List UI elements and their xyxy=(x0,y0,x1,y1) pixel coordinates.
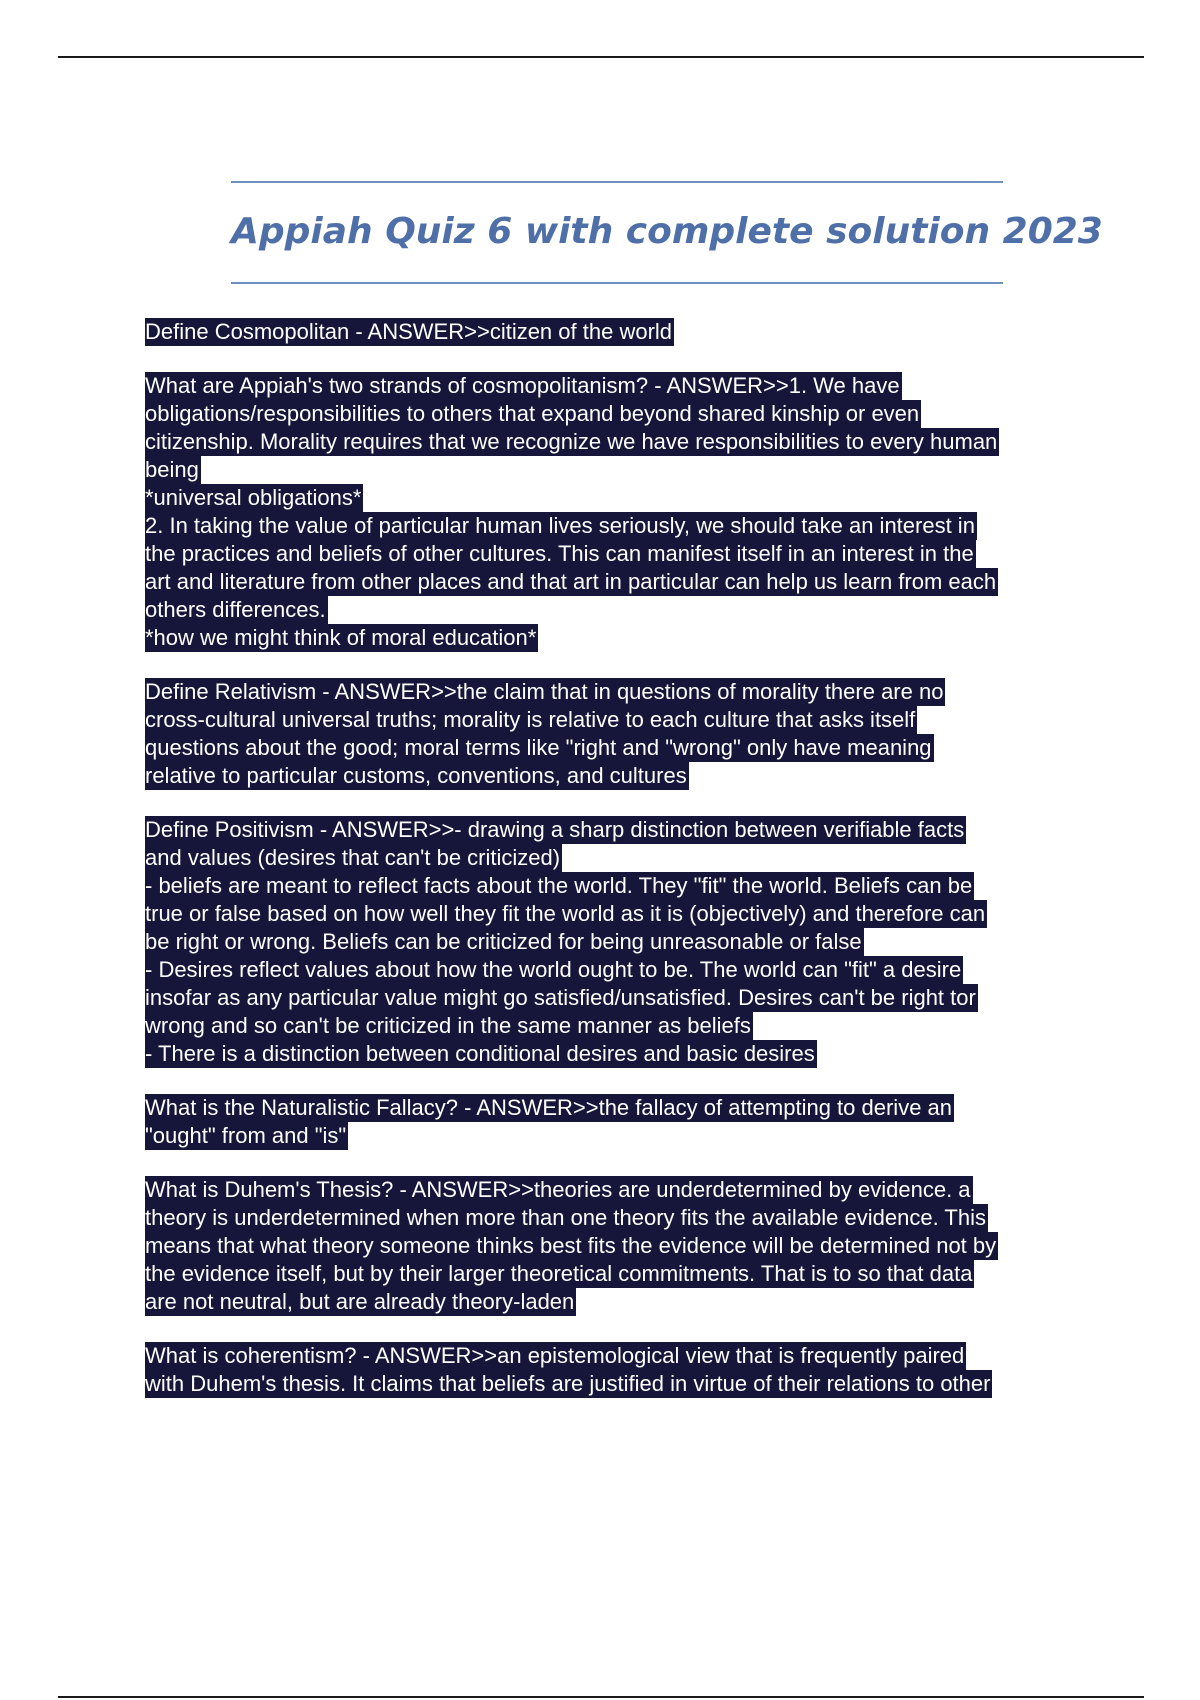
highlighted-text-line: citizenship. Morality requires that we recognize we have responsibilities to every human xyxy=(145,429,998,454)
highlighted-text-line: - There is a distinction between conditional desires and basic desires xyxy=(145,1041,815,1066)
qa-block xyxy=(145,372,1085,652)
highlighted-text-line: theory is underdetermined when more than one theory fits the available evidence. This xyxy=(145,1205,986,1230)
qa-block xyxy=(145,318,1085,346)
highlighted-text-line: being xyxy=(145,457,199,482)
highlighted-text-line: are not neutral, but are already theory-laden xyxy=(145,1289,575,1314)
highlighted-text-line: Define Cosmopolitan - ANSWER>>citizen of the world xyxy=(145,319,673,344)
highlighted-text-line: and values (desires that can't be criticized) xyxy=(145,845,561,870)
highlighted-text-line: wrong and so can't be criticized in the same manner as beliefs xyxy=(145,1013,751,1038)
highlighted-text-line: What is Duhem's Thesis? - ANSWER>>theories are underdetermined by evidence. a xyxy=(145,1177,971,1202)
highlighted-text-line: be right or wrong. Beliefs can be criticized for being unreasonable or false xyxy=(145,929,862,954)
highlighted-text-line: means that what theory someone thinks best fits the evidence will be determined not by xyxy=(145,1233,997,1258)
page-top-rule xyxy=(58,56,1144,58)
highlighted-text-line: art and literature from other places and that art in particular can help us learn from each xyxy=(145,569,997,594)
highlighted-text-line: *universal obligations* xyxy=(145,485,362,510)
highlighted-text-line: true or false based on how well they fit the world as it is (objectively) and therefore can xyxy=(145,901,986,926)
title-bottom-rule xyxy=(231,282,1003,284)
highlighted-text-line: the evidence itself, but by their larger theoretical commitments. That is to so that data xyxy=(145,1261,973,1286)
highlighted-text-line: - beliefs are meant to reflect facts about the world. They "fit" the world. Beliefs can be xyxy=(145,873,973,898)
highlighted-text-line: others differences. xyxy=(145,597,326,622)
qa-block xyxy=(145,1094,1085,1150)
qa-block xyxy=(145,1176,1085,1316)
highlighted-text-line: What are Appiah's two strands of cosmopolitanism? - ANSWER>>1. We have xyxy=(145,373,900,398)
highlighted-text-line: with Duhem's thesis. It claims that beliefs are justified in virtue of their relations to other xyxy=(145,1371,991,1396)
highlighted-text-line: "ought" from and "is" xyxy=(145,1123,347,1148)
page-bottom-rule xyxy=(58,1696,1144,1698)
highlighted-text-line: questions about the good; moral terms like "right and "wrong" only have meaning xyxy=(145,735,932,760)
highlighted-text-line: What is the Naturalistic Fallacy? - ANSWER>>the fallacy of attempting to derive an xyxy=(145,1095,953,1120)
highlighted-text-line: cross-cultural universal truths; morality is relative to each culture that asks itself xyxy=(145,707,916,732)
title-block xyxy=(231,181,1103,284)
highlighted-text-line: *how we might think of moral education* xyxy=(145,625,537,650)
document-title: Appiah Quiz 6 with complete solution 2023 xyxy=(231,211,1103,252)
highlighted-text-line: insofar as any particular value might go satisfied/unsatisfied. Desires can't be right tor xyxy=(145,985,976,1010)
highlighted-text-line: 2. In taking the value of particular human lives seriously, we should take an interest in xyxy=(145,513,975,538)
highlighted-text-line: Define Positivism - ANSWER>>- drawing a sharp distinction between verifiable facts xyxy=(145,817,965,842)
highlighted-text-line: relative to particular customs, conventions, and cultures xyxy=(145,763,687,788)
highlighted-text-line: obligations/responsibilities to others that expand beyond shared kinship or even xyxy=(145,401,920,426)
qa-block xyxy=(145,816,1085,1068)
qa-block xyxy=(145,678,1085,790)
highlighted-text-line: - Desires reflect values about how the world ought to be. The world can "fit" a desire xyxy=(145,957,962,982)
highlighted-text-line: What is coherentism? - ANSWER>>an epistemological view that is frequently paired xyxy=(145,1343,965,1368)
document-body xyxy=(145,318,1085,1424)
qa-block xyxy=(145,1342,1085,1398)
highlighted-text-line: the practices and beliefs of other cultures. This can manifest itself in an interest in the xyxy=(145,541,974,566)
highlighted-text-line: Define Relativism - ANSWER>>the claim that in questions of morality there are no xyxy=(145,679,944,704)
